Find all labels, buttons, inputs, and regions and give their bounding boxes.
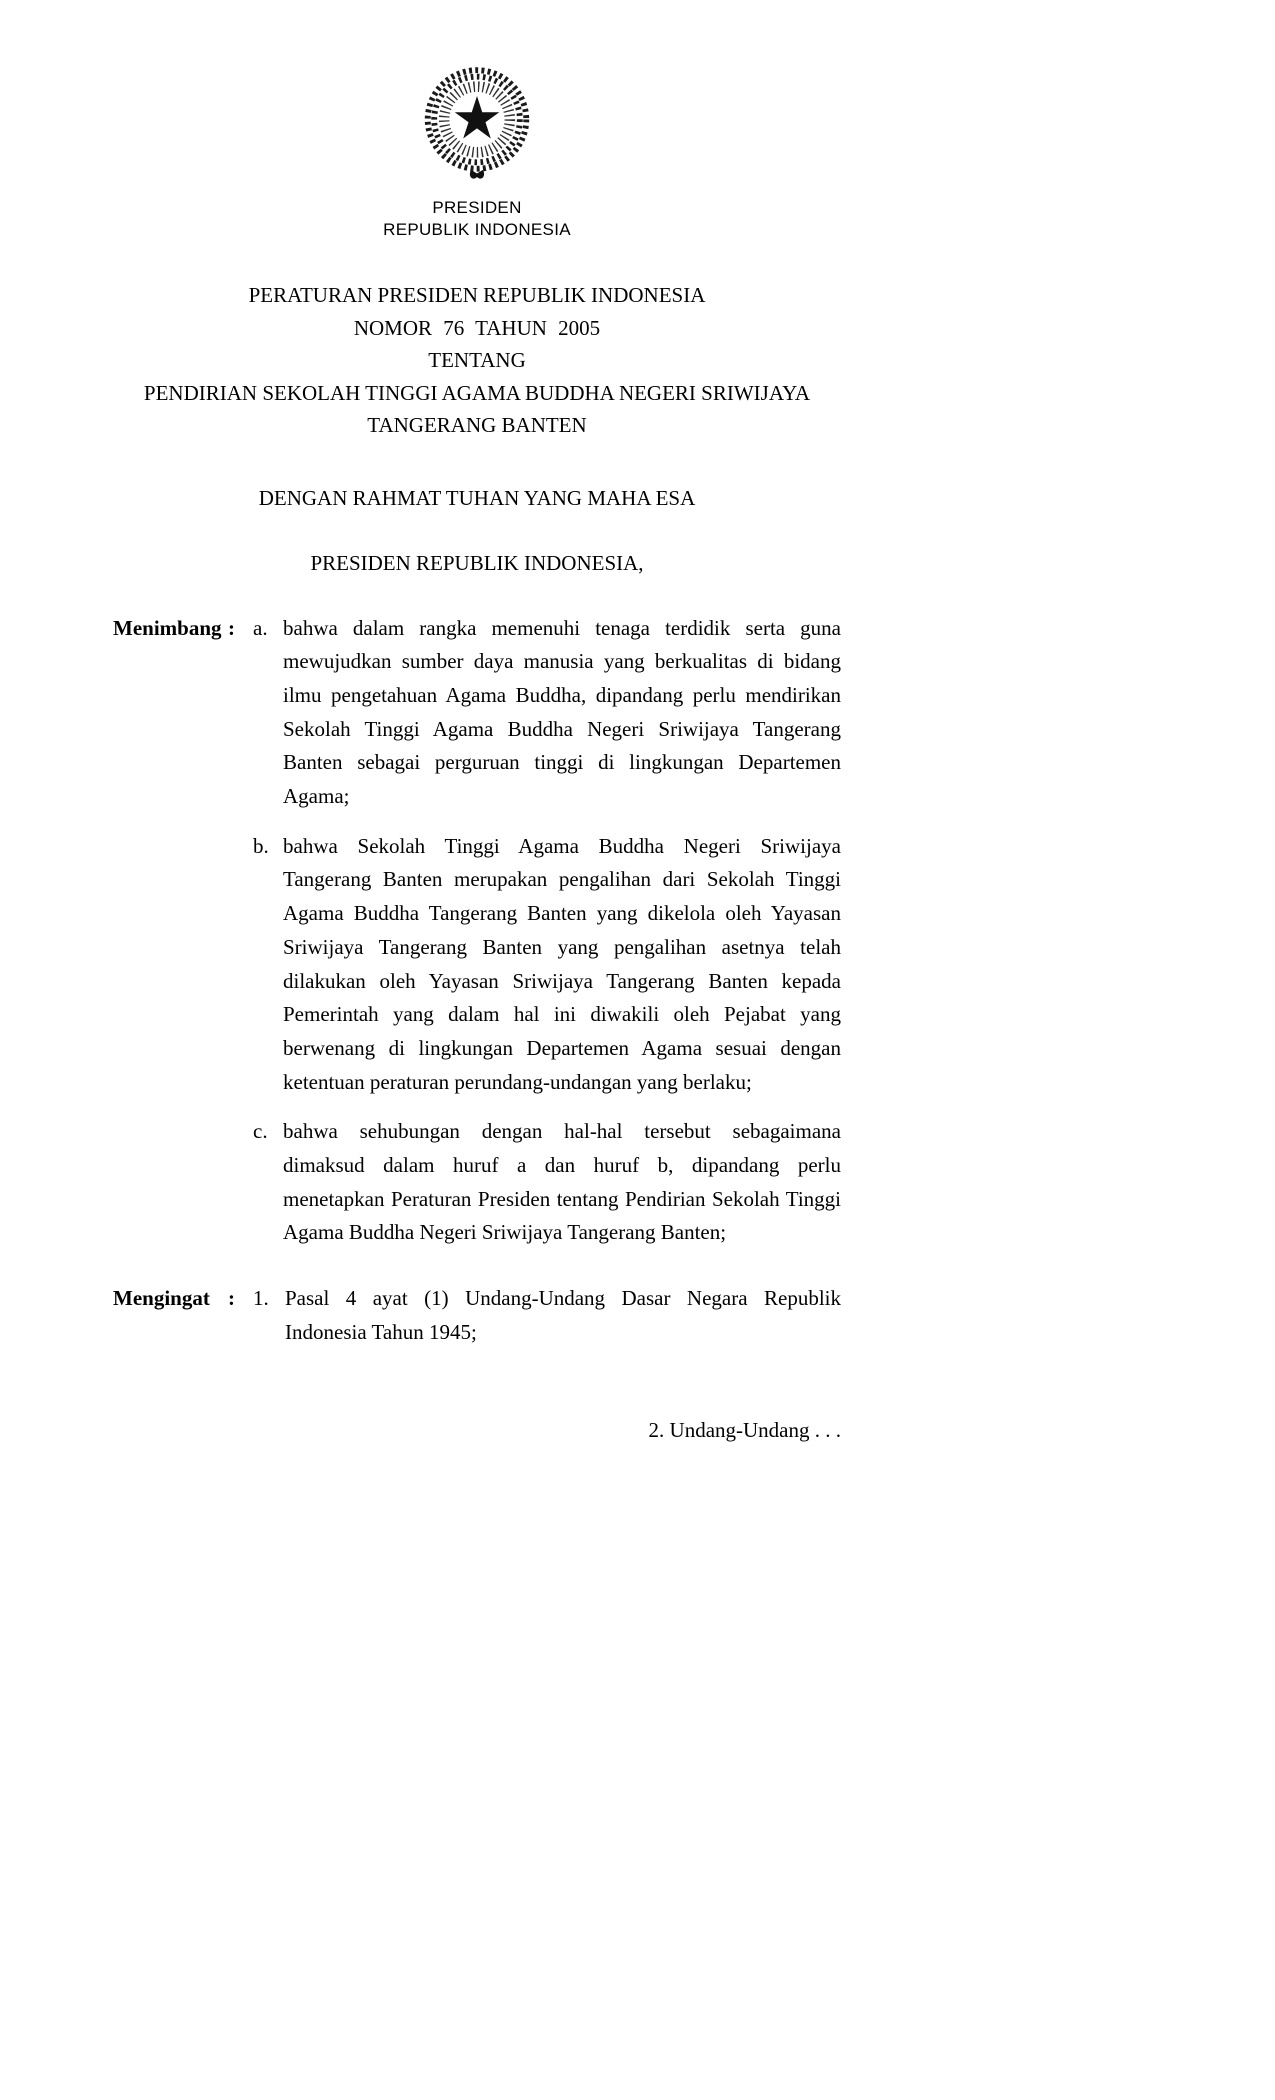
agency-name-line2: REPUBLIK INDONESIA: [383, 220, 571, 239]
menimbang-section: [113, 612, 841, 1251]
menimbang-label: [113, 612, 235, 646]
agency-name: [113, 197, 841, 241]
item-text: bahwa sehubungan dengan hal-hal tersebut sebagaimana dimaksud dalam huruf a dan huruf b, dipandang perlu menetapkan Peraturan Presiden tentang Pendirian Sekolah Tinggi Agama Buddha Negeri Sriwijaya Tangerang Banten;: [283, 1119, 841, 1245]
regulation-title: [113, 279, 841, 442]
item-text: bahwa Sekolah Tinggi Agama Buddha Negeri Sriwijaya Tangerang Banten merupakan pengalihan dari Sekolah Tinggi Agama Buddha Tangerang Banten yang dikelola oleh Yayasan Sriwijaya Tangerang Banten yang pengalihan asetnya telah dilakukan oleh Yayasan Sriwijaya Tangerang Banten kepada Pemerintah yang dalam hal ini diwakili oleh Pejabat yang berwenang di lingkungan Departemen Agama sesuai dengan ketentuan peraturan perundang-undangan yang berlaku;: [283, 833, 841, 1094]
agency-name-line1: PRESIDEN: [432, 198, 522, 217]
mengingat-items: [253, 1282, 841, 1349]
item-text: bahwa dalam rangka memenuhi tenaga terdidik serta guna mewujudkan sumber daya manusia yang berkualitas di bidang ilmu pengetahuan Agama Buddha, dipandang perlu mendirikan Sekolah Tinggi Agama Buddha Negeri Sriwijaya Tangerang Banten sebagai perguruan tinggi di lingkungan Departemen Agama;: [283, 615, 841, 809]
item-text: Pasal 4 ayat (1) Undang-Undang Dasar Negara Republik Indonesia Tahun 1945;: [285, 1286, 841, 1344]
legal-basis-item-1: [253, 1282, 841, 1349]
menimbang-colon: :: [228, 615, 235, 640]
presidential-star-seal-icon: [418, 62, 536, 184]
item-marker: 1.: [253, 1286, 269, 1311]
mengingat-label: [113, 1282, 235, 1316]
consideration-item-b: [253, 830, 841, 1100]
regulation-subject-line1: PENDIRIAN SEKOLAH TINGGI AGAMA BUDDHA NEGERI SRIWIJAYA: [143, 380, 811, 405]
issuer-line: PRESIDEN REPUBLIK INDONESIA,: [310, 551, 644, 575]
preamble-body: [113, 612, 841, 1448]
mengingat-colon: :: [228, 1286, 235, 1311]
invocation-line: DENGAN RAHMAT TUHAN YANG MAHA ESA: [258, 485, 696, 510]
item-marker: b.: [253, 833, 269, 858]
item-marker: c.: [253, 1119, 268, 1144]
document-content: [113, 0, 841, 1447]
menimbang-items: [253, 612, 841, 1251]
regulation-subject-line2: TANGERANG BANTEN: [367, 413, 587, 437]
mengingat-label-text: Mengingat: [113, 1286, 210, 1311]
regulation-tentang-line: TENTANG: [428, 348, 526, 372]
menimbang-label-text: Menimbang: [113, 615, 222, 640]
item-marker: a.: [253, 615, 268, 640]
continuation-catchword: 2. Undang-Undang . . .: [648, 1417, 841, 1442]
consideration-item-c: [253, 1115, 841, 1250]
regulation-number-line: NOMOR 76 TAHUN 2005: [353, 315, 601, 340]
consideration-item-a: [253, 612, 841, 814]
letterhead: [113, 0, 841, 241]
regulation-title-line1: PERATURAN PRESIDEN REPUBLIK INDONESIA: [248, 283, 706, 307]
mengingat-section: [113, 1282, 841, 1349]
